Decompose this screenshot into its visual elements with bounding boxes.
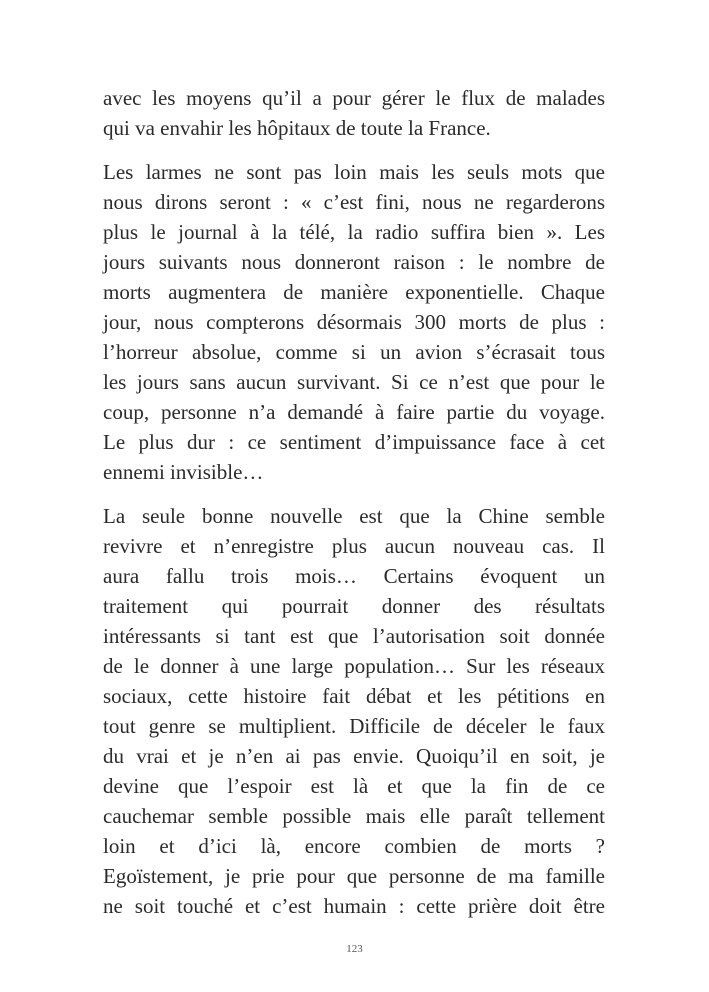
- text-line: coup, personne n’a demandé à faire partie du voyage.: [103, 400, 605, 424]
- text-line: qui va envahir les hôpitaux de toute la France.: [103, 116, 491, 140]
- paragraph-2: [103, 157, 605, 487]
- text-line: plus le journal à la télé, la radio suffira bien ». Les: [103, 220, 605, 244]
- text-line: tout genre se multiplient. Difficile de déceler le faux: [103, 714, 605, 738]
- text-line: cauchemar semble possible mais elle paraît tellement: [103, 804, 605, 828]
- text-line: du vrai et je n’en ai pas envie. Quoiqu’il en soit, je: [103, 744, 605, 768]
- text-line: avec les moyens qu’il a pour gérer le flux de malades: [103, 86, 605, 110]
- text-line: La seule bonne nouvelle est que la Chine semble: [103, 504, 605, 528]
- text-line: ennemi invisible…: [103, 460, 264, 484]
- text-line: nous dirons seront : « c’est fini, nous ne regarderons: [103, 190, 605, 214]
- page-number: 123: [346, 943, 363, 955]
- text-line: Egoïstement, je prie pour que personne de ma famille: [103, 864, 605, 888]
- text-line: de le donner à une large population… Sur les réseaux: [103, 654, 605, 678]
- text-line: Le plus dur : ce sentiment d’impuissance face à cet: [103, 430, 605, 454]
- paragraph-1: [103, 83, 605, 143]
- text-line: traitement qui pourrait donner des résultats: [103, 594, 605, 618]
- text-line: Les larmes ne sont pas loin mais les seuls mots que: [103, 160, 605, 184]
- text-line: devine que l’espoir est là et que la fin de ce: [103, 774, 605, 798]
- text-line: l’horreur absolue, comme si un avion s’écrasait tous: [103, 340, 605, 364]
- paragraph-3: [103, 501, 605, 921]
- text-line: les jours sans aucun survivant. Si ce n’est que pour le: [103, 370, 605, 394]
- text-line: jours suivants nous donneront raison : le nombre de: [103, 250, 605, 274]
- text-line: revivre et n’enregistre plus aucun nouveau cas. Il: [103, 534, 605, 558]
- text-line: aura fallu trois mois… Certains évoquent un: [103, 564, 605, 588]
- body-text: [103, 83, 605, 935]
- text-line: loin et d’ici là, encore combien de morts ?: [103, 834, 605, 858]
- text-line: sociaux, cette histoire fait débat et les pétitions en: [103, 684, 605, 708]
- text-line: intéressants si tant est que l’autorisation soit donnée: [103, 624, 605, 648]
- text-line: morts augmentera de manière exponentielle. Chaque: [103, 280, 605, 304]
- text-line: ne soit touché et c’est humain : cette prière doit être: [103, 894, 605, 918]
- text-line: jour, nous compterons désormais 300 morts de plus :: [103, 310, 605, 334]
